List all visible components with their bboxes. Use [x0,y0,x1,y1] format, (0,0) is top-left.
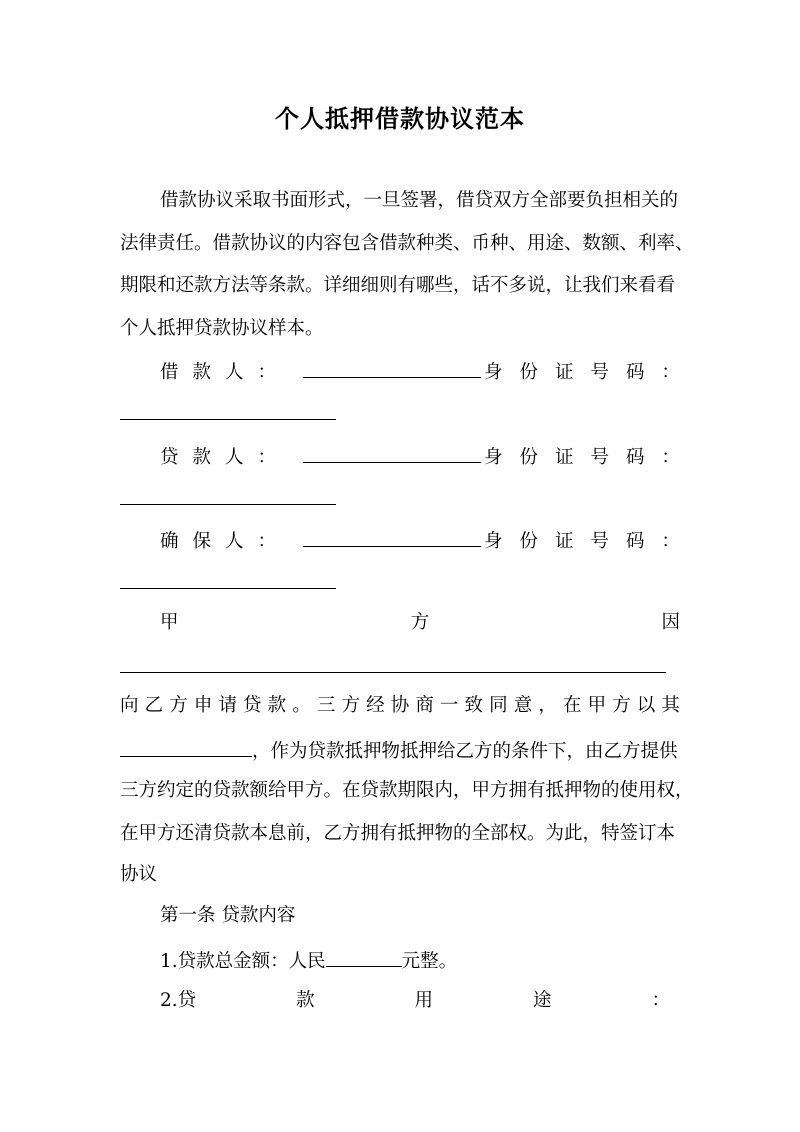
guarantor-id-blank[interactable] [120,587,336,589]
intro-line-1: 借款协议采取书面形式，一旦签署，借贷双方全部要负担相关的 [160,190,679,211]
apply-char: 商 [415,695,434,716]
agreement-end-line: 协议 [120,864,158,885]
label-char: ： [257,362,276,383]
apply-char: ， [538,695,557,716]
apply-char: 其 [661,695,680,716]
clause-char: 甲 [160,612,179,633]
label-char: 确 [160,531,179,552]
label-char: 码 [625,447,645,468]
label-char: 身 [484,447,503,468]
label-char: 证 [554,447,574,468]
apply-char: 同 [489,695,508,716]
loan-purpose-char: 款 [296,990,315,1011]
apply-char: 方 [169,695,188,716]
collateral-line [120,736,680,765]
intro-line-3: 期限和还款方法等条款。详细细则有哪些，话不多说，让我们来看看 [120,275,676,296]
apply-char: 一 [439,695,459,716]
apply-char: 向 [120,695,139,716]
label-char: ： [257,447,276,468]
article-1-heading: 第一条 贷款内容 [160,905,296,926]
repay-line: 在甲方还清贷款本息前，乙方拥有抵押物的全部权。为此，特签订本 [120,823,676,844]
lender-row [160,442,680,471]
guarantor-id-label [484,529,680,555]
label-char: 人 [224,531,244,552]
label-char: ： [661,531,680,552]
loan-purpose-char: 途 [533,990,552,1011]
apply-char: 方 [341,695,360,716]
intro-line-2: 法律责任。借款协议的内容包含借款种类、币种、用途、数额、利率、 [120,233,694,254]
apply-char: 方 [612,695,631,716]
document-title: 个人抵押借款协议范本 [275,104,525,133]
label-char: 借 [160,362,179,383]
intro-line-4: 个人抵押贷款协议样本。 [120,318,324,339]
label-char: ： [257,531,276,552]
apply-char: 以 [636,695,656,716]
apply-char: 协 [390,695,410,716]
label-char: 号 [590,447,609,468]
label-char: 份 [519,362,538,383]
apply-char: 。 [292,695,311,716]
borrower-name-blank[interactable] [303,357,481,378]
apply-char: 申 [193,695,213,716]
label-char: 份 [519,447,538,468]
borrower-id-label [484,360,680,386]
label-char: 款 [192,447,211,468]
reason-blank[interactable] [120,671,666,673]
lender-name-blank[interactable] [303,442,481,463]
clause-char: 方 [410,612,430,633]
label-char: 身 [484,531,503,552]
lender-id-blank[interactable] [120,503,336,505]
label-char: 贷 [160,447,179,468]
apply-char: 经 [366,695,385,716]
label-char: 人 [224,447,244,468]
jiafang-row [160,610,680,636]
guarantor-label [160,529,276,555]
label-char: 身 [484,362,503,383]
borrower-label [160,360,276,386]
apply-char: 请 [218,695,237,716]
borrower-id-blank[interactable] [120,418,336,420]
apply-char: 贷 [243,695,262,716]
article-1-item-1 [160,946,680,975]
loan-purpose-char: 用 [414,990,434,1011]
apply-line [120,693,680,719]
label-char: 人 [224,362,244,383]
apply-char: 三 [316,695,336,716]
label-char: ： [661,447,680,468]
apply-char: 甲 [587,695,607,716]
apply-char: 致 [464,695,484,716]
loan-amount-blank[interactable] [326,946,402,967]
article-1-item-2 [160,988,670,1014]
collateral-text: ，作为贷款抵押物抵押给乙方的条件下，由乙方提供 [252,741,678,762]
collateral-blank[interactable] [120,736,252,757]
amount-line: 三方约定的贷款额给甲方。在贷款期限内，甲方拥有抵押物的使用权， [120,780,694,801]
loan-purpose-char: ： [651,990,670,1011]
clause-char: 因 [661,612,680,633]
lender-label [160,445,276,471]
loan-purpose-char: 2.贷 [160,990,197,1011]
apply-char: 意 [513,695,533,716]
label-char: 码 [625,531,645,552]
apply-char: 乙 [144,695,164,716]
label-char: 保 [192,531,211,552]
guarantor-row [160,526,680,555]
borrower-row [160,357,680,386]
label-char: ： [661,362,680,383]
label-char: 证 [554,362,574,383]
apply-char: 在 [562,695,582,716]
label-char: 码 [625,362,645,383]
label-char: 证 [554,531,574,552]
lender-id-label [484,445,680,471]
apply-char: 款 [267,695,287,716]
label-char: 号 [590,362,609,383]
label-char: 份 [519,531,538,552]
guarantor-name-blank[interactable] [303,526,481,547]
loan-amount-suffix: 元整。 [401,951,458,972]
label-char: 款 [192,362,211,383]
label-char: 号 [590,531,609,552]
loan-amount-label: 1.贷款总金额：人民 [160,951,326,972]
